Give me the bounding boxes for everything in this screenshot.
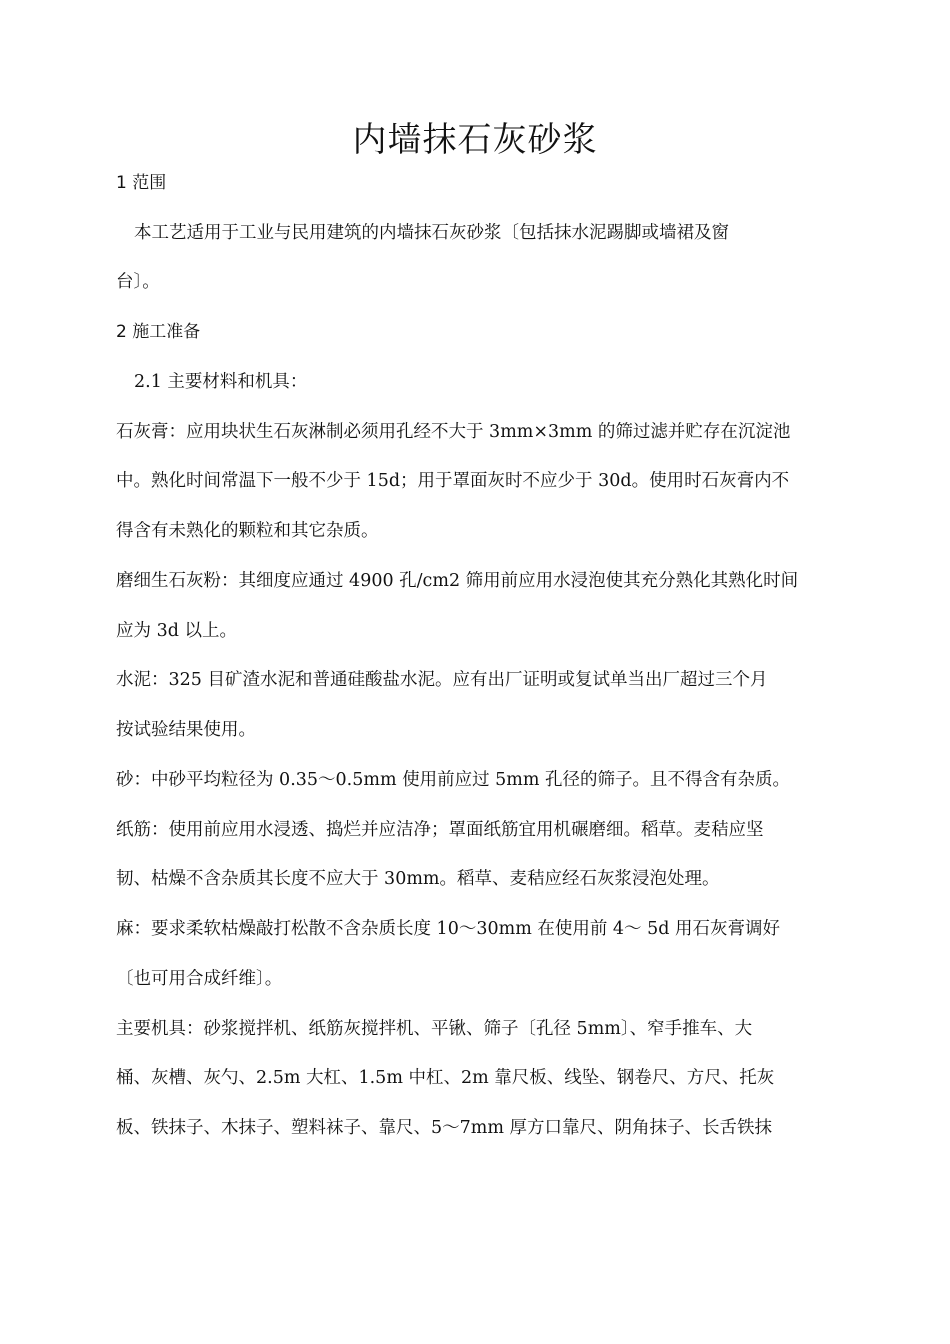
paragraph-line: 按试验结果使用。 [116,720,256,740]
paragraph-line: 磨细生石灰粉：其细度应通过 4900 孔/cm2 筛用前应用水浸泡使其充分熟化其熟化时间 [116,571,799,591]
paragraph-line: 中。熟化时间常温下一般不少于 15d；用于罩面灰时不应少于 30d。使用时石灰膏内不 [116,471,790,491]
paragraph-line: 水泥：325 目矿渣水泥和普通硅酸盐水泥。应有出厂证明或复试单当出厂超过三个月 [116,670,768,690]
paragraph-line: 得含有未熟化的颗粒和其它杂质。 [116,521,379,541]
paragraph-line: 麻：要求柔软枯燥敲打松散不含杂质长度 10～30mm 在使用前 4～ 5d 用石灰膏调好 [116,919,781,939]
section-heading-scope: 1 范围 [116,173,167,193]
paragraph-line: 纸筋：使用前应用水浸透、捣烂并应洁净；罩面纸筋宜用机碾磨细。稻草。麦秸应坚 [116,820,764,840]
paragraph-line: 应为 3d 以上。 [116,621,237,641]
paragraph-line: 石灰膏：应用块状生石灰淋制必须用孔经不大于 3mm×3mm 的筛过滤并贮存在沉淀池 [116,422,791,442]
paragraph-line: 桶、灰槽、灰勺、2.5m 大杠、1.5m 中杠、2m 靠尺板、线坠、钢卷尺、方尺、托灰 [116,1068,775,1088]
document-title: 内墙抹石灰砂浆 [352,120,598,160]
subsection-heading-materials: 2.1 主要材料和机具： [134,372,308,392]
paragraph-line: 台〕。 [116,272,160,292]
paragraph-line: 韧、枯燥不含杂质其长度不应大于 30mm。稻草、麦秸应经石灰浆浸泡处理。 [116,869,720,889]
paragraph-line: 板、铁抹子、木抹子、塑料袜子、靠尺、5～7mm 厚方口靠尺、阴角抹子、长舌铁抹 [116,1118,773,1138]
paragraph-line: 本工艺适用于工业与民用建筑的内墙抹石灰砂浆〔包括抹水泥踢脚或墙裙及窗 [134,223,729,243]
paragraph-line: 主要机具：砂浆搅拌机、纸筋灰搅拌机、平锹、筛子〔孔径 5mm〕、窄手推车、大 [116,1019,753,1039]
paragraph-line: 砂：中砂平均粒径为 0.35～0.5mm 使用前应过 5mm 孔径的筛子。且不得含有杂质。 [116,770,791,790]
section-heading-preparation: 2 施工准备 [116,322,201,342]
paragraph-line: 〔也可用合成纤维〕。 [116,969,283,989]
